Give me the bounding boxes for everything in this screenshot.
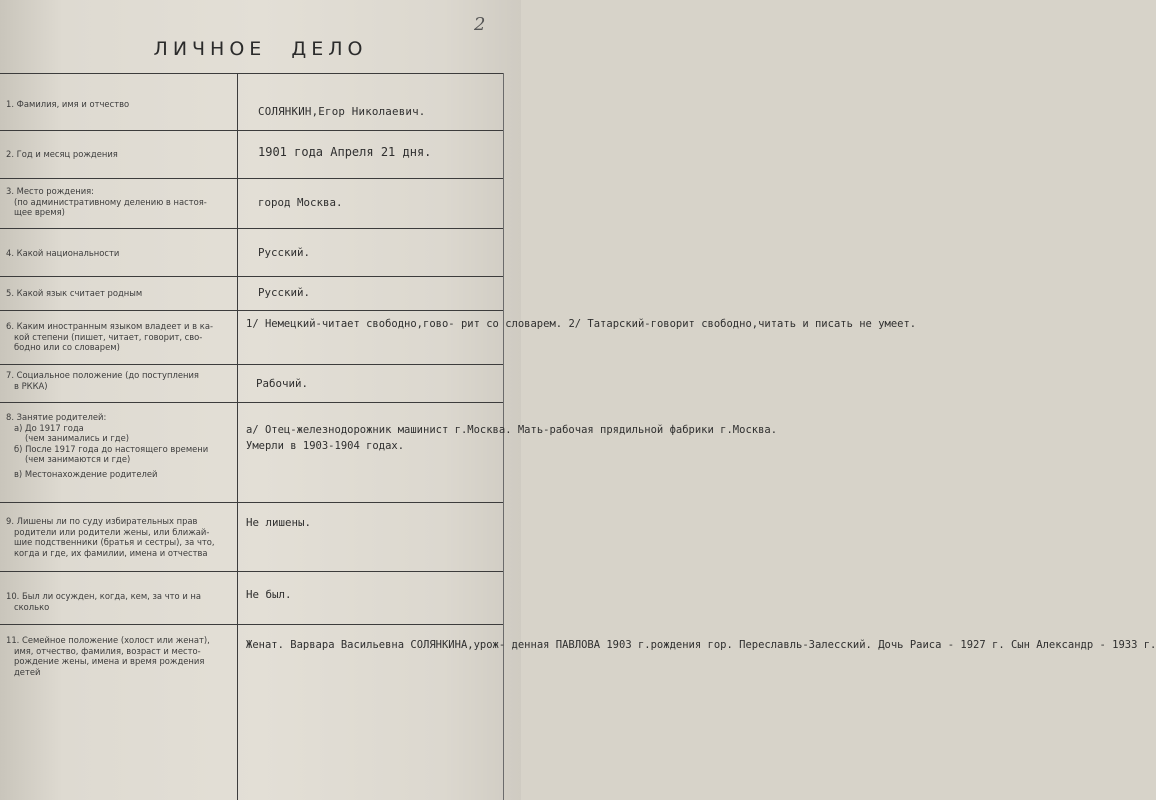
answer-7: Рабочий.: [256, 377, 309, 390]
answer-4: Русский.: [258, 246, 311, 259]
answer-9: Не лишены.: [246, 516, 312, 529]
answer-1: СОЛЯНКИН,Егор Николаевич.: [258, 105, 426, 118]
answer-10: Не был.: [246, 588, 292, 601]
document-title: [0, 38, 521, 60]
answer-8: а/ Отец-железнодорожник машинист г.Москва. Мать-рабочая прядильной фабрики г.Москва. Умерли в 1903-1904 годах.: [246, 424, 778, 452]
question-3: 3. Место рождения: (по административному делению в настоя- щее время): [6, 186, 207, 217]
table-top-rule: [0, 73, 503, 74]
answer-11: Женат. Варвара Васильевна СОЛЯНКИНА,урож- денная ПАВЛОВА 1903 г.рождения гор. Переславль-Залесский. Дочь Раиса - 1927 г. Сын Александр - 1933 г.: [246, 639, 1156, 651]
row-divider: [0, 624, 503, 625]
question-8: 8. Занятие родителей: а) До 1917 года (чем занимались и где) б) После 1917 года до настоящего времени (чем занимаются и где) в) Местонахождение родителей: [6, 412, 209, 479]
question-2: 2. Год и месяц рождения: [6, 149, 118, 159]
column-divider: [237, 73, 238, 800]
answer-6: 1/ Немецкий-читает свободно,гово- рит со словарем. 2/ Татарский-говорит свободно,читать и писать не умеет.: [246, 318, 917, 330]
question-9: 9. Лишены ли по суду избирательных прав родители или родители жены, или ближай- шие подственники (братья и сестры), за что, когда и где, их фамилии, имена и отчества: [6, 516, 215, 558]
question-7: 7. Социальное положение (до поступления в РККА): [6, 370, 199, 391]
question-4: 4. Какой национальности: [6, 248, 120, 258]
row-divider: [0, 178, 503, 179]
title-word-1: ЛИЧНОЕ: [153, 38, 267, 60]
answer-3: город Москва.: [258, 196, 343, 209]
row-divider: [0, 228, 503, 229]
row-divider: [0, 402, 503, 403]
question-5: 5. Какой язык считает родным: [6, 288, 143, 298]
answer-5: Русский.: [258, 286, 311, 299]
title-word-2: ДЕЛО: [291, 38, 368, 60]
question-10: 10. Был ли осужден, когда, кем, за что и на сколько: [6, 591, 202, 612]
row-divider: [0, 364, 503, 365]
row-divider: [0, 571, 503, 572]
question-6: 6. Каким иностранным языком владеет и в ка- кой степени (пишет, читает, говорит, сво- бодно или со словарем): [6, 321, 213, 352]
row-divider: [0, 310, 503, 311]
answer-2: 1901 года Апреля 21 дня.: [258, 145, 432, 159]
row-divider: [0, 130, 503, 131]
question-1: 1. Фамилия, имя и отчество: [6, 99, 130, 109]
page-number: 2: [474, 14, 486, 35]
row-divider: [0, 502, 503, 503]
question-11: 11. Семейное положение (холост или женат), имя, отчество, фамилия, возраст и место- рождение жены, имена и время рождения детей: [6, 635, 210, 677]
row-divider: [0, 276, 503, 277]
